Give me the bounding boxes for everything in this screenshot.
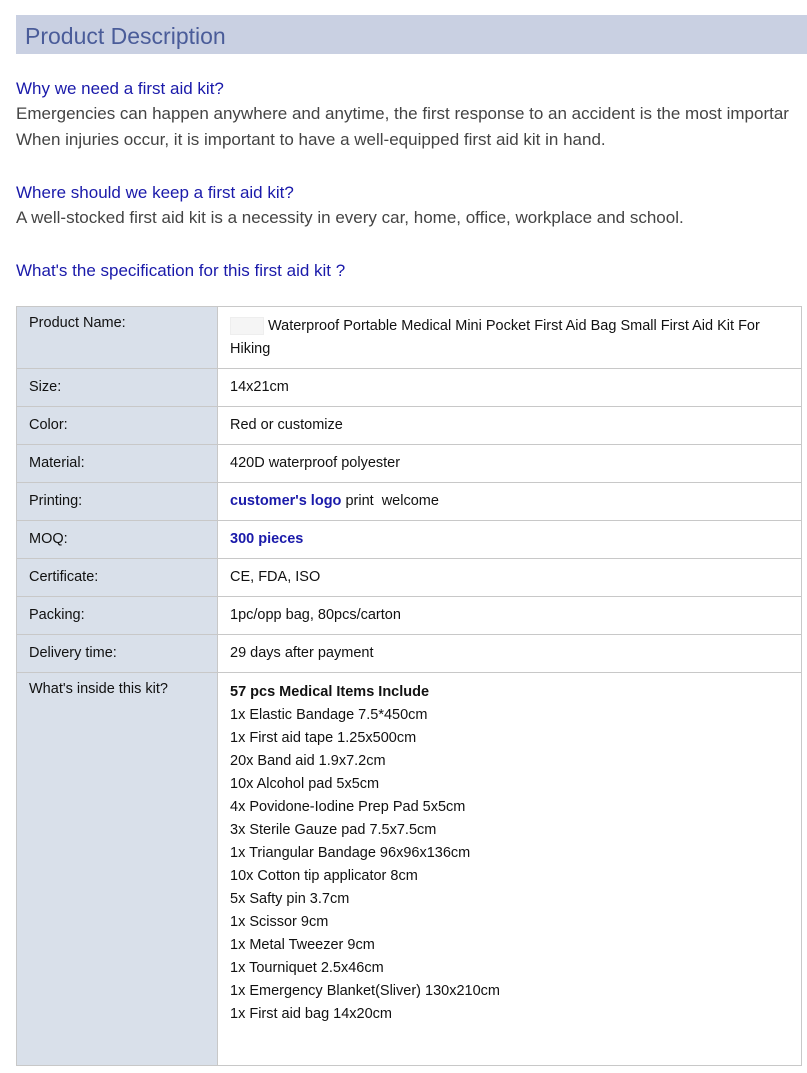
answer-why-line-1: Emergencies can happen anywhere and anytime, the first response to an accident is the most importar	[16, 104, 789, 123]
list-item: 10x Alcohol pad 5x5cm	[230, 776, 380, 792]
list-item: 1x First aid tape 1.25x500cm	[230, 730, 417, 746]
spec-value-certificate: CE, FDA, ISO	[218, 559, 802, 597]
spec-label-moq: MOQ:	[17, 521, 218, 559]
table-row	[17, 635, 802, 673]
printing-highlight: customer's logo	[230, 493, 342, 509]
list-item: 1x First aid bag 14x20cm	[230, 1006, 392, 1022]
spec-value-inside-kit	[218, 673, 802, 1066]
section-title: Product Description	[25, 23, 226, 49]
list-item: 1x Elastic Bandage 7.5*450cm	[230, 707, 428, 723]
table-row	[17, 597, 802, 635]
table-row	[17, 307, 802, 369]
question-specification: What's the specification for this first aid kit ?	[16, 261, 346, 280]
spec-value-delivery-time: 29 days after payment	[218, 635, 802, 673]
spec-label-color: Color:	[17, 407, 218, 445]
kit-items-title: 57 pcs Medical Items Include	[230, 684, 430, 700]
question-why: Why we need a first aid kit?	[16, 79, 224, 98]
table-row	[17, 483, 802, 521]
spec-value-material: 420D waterproof polyester	[218, 445, 802, 483]
spec-label-size: Size:	[17, 369, 218, 407]
list-item: 1x Triangular Bandage 96x96x136cm	[230, 845, 471, 861]
list-item: 1x Scissor 9cm	[230, 914, 329, 930]
spec-label-certificate: Certificate:	[17, 559, 218, 597]
product-name-line-2: Hiking	[230, 341, 271, 357]
answer-why-line-2: When injuries occur, it is important to have a well-equipped first aid kit in hand.	[16, 130, 606, 149]
list-item: 3x Sterile Gauze pad 7.5x7.5cm	[230, 822, 437, 838]
spec-value-packing: 1pc/opp bag, 80pcs/carton	[218, 597, 802, 635]
product-thumbnail-image	[230, 317, 264, 335]
table-row	[17, 673, 802, 1066]
spec-value-size: 14x21cm	[218, 369, 802, 407]
specification-table	[16, 306, 802, 1066]
table-row	[17, 521, 802, 559]
spec-label-material: Material:	[17, 445, 218, 483]
spec-value-color: Red or customize	[218, 407, 802, 445]
table-row	[17, 559, 802, 597]
answer-where-line-1: A well-stocked first aid kit is a necessity in every car, home, office, workplace and school.	[16, 208, 684, 227]
table-row	[17, 407, 802, 445]
list-item: 1x Tourniquet 2.5x46cm	[230, 960, 384, 976]
list-item: 5x Safty pin 3.7cm	[230, 891, 350, 907]
spec-value-moq	[218, 521, 802, 559]
moq-value: 300 pieces	[230, 531, 304, 547]
product-name-line-1: Waterproof Portable Medical Mini Pocket First Aid Bag Small First Aid Kit For	[268, 318, 760, 334]
printing-rest: print welcome	[341, 493, 439, 509]
spec-label-delivery-time: Delivery time:	[17, 635, 218, 673]
table-row	[17, 369, 802, 407]
spec-value-printing	[218, 483, 802, 521]
spec-value-product-name	[218, 307, 802, 369]
spec-label-product-name: Product Name:	[17, 307, 218, 369]
list-item: 10x Cotton tip applicator 8cm	[230, 868, 418, 884]
list-item: 4x Povidone-Iodine Prep Pad 5x5cm	[230, 799, 466, 815]
section-header	[16, 15, 807, 54]
spec-label-packing: Packing:	[17, 597, 218, 635]
table-row	[17, 445, 802, 483]
spec-label-printing: Printing:	[17, 483, 218, 521]
spec-label-inside-kit: What's inside this kit?	[17, 673, 218, 1066]
question-where: Where should we keep a first aid kit?	[16, 183, 294, 202]
list-item: 20x Band aid 1.9x7.2cm	[230, 753, 386, 769]
list-item: 1x Emergency Blanket(Sliver) 130x210cm	[230, 983, 500, 999]
list-item: 1x Metal Tweezer 9cm	[230, 937, 375, 953]
